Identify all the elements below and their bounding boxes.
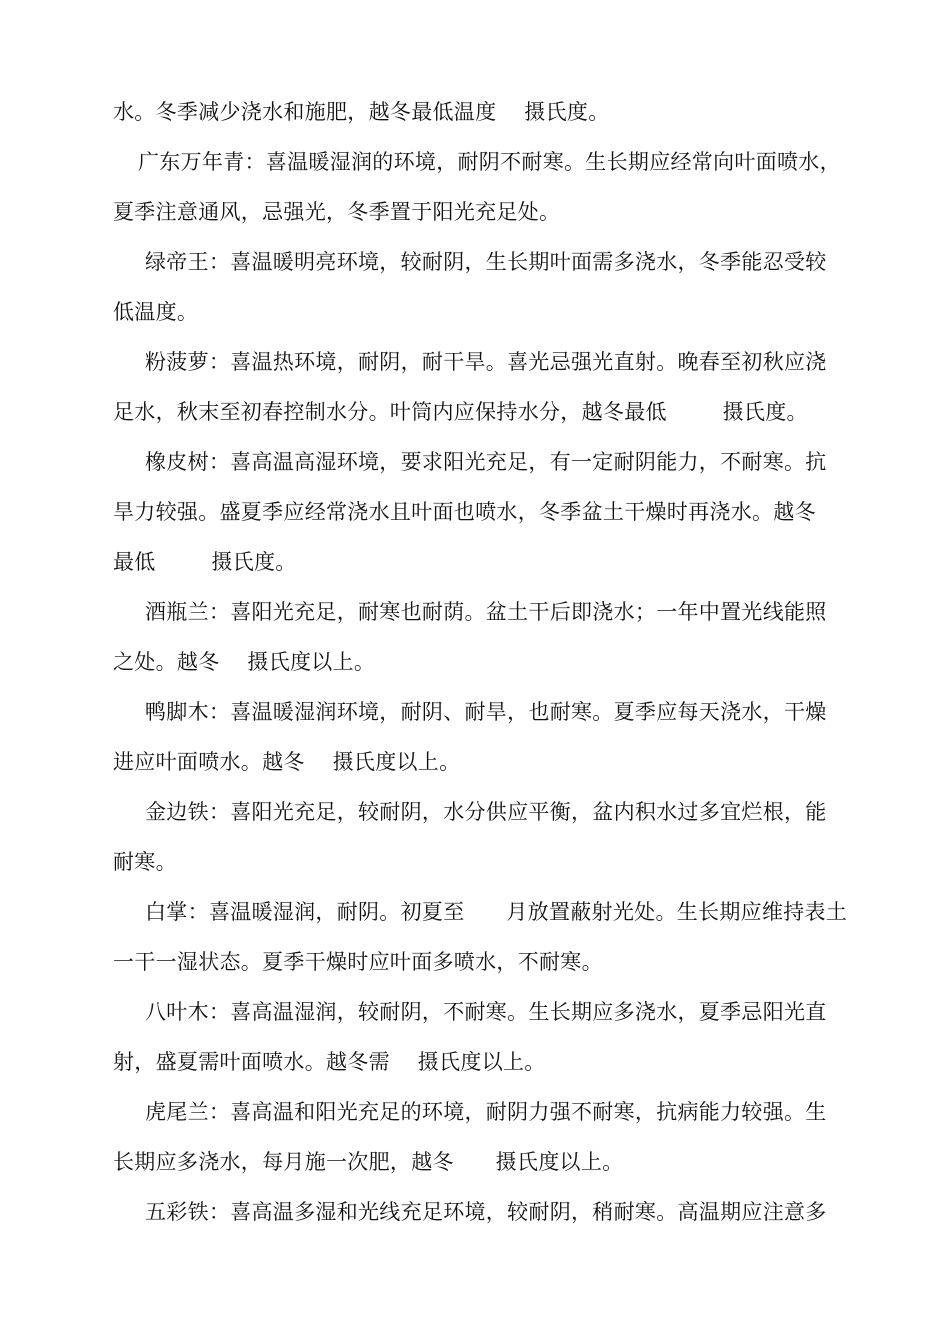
text-line: 射，盛夏需叶面喷水。越冬需 摄氏度以上。 [113, 1050, 546, 1074]
text-line: 长期应多浇水，每月施一次肥，越冬 摄氏度以上。 [113, 1150, 624, 1174]
text-line: 最低 摄氏度。 [113, 550, 297, 574]
text-line: 白掌：喜温暖湿润，耐阴。初夏至 月放置蔽射光处。生长期应维持表土 [145, 900, 848, 924]
text-line: 橡皮树：喜高温高湿环境，要求阳光充足，有一定耐阴能力，不耐寒。抗 [145, 450, 827, 474]
text-line: 粉菠萝：喜温热环境，耐阴，耐干旱。喜光忌强光直射。晚春至初秋应浇 [145, 350, 827, 374]
text-line: 一干一湿状态。夏季干燥时应叶面多喷水，不耐寒。 [113, 950, 603, 974]
text-line: 耐寒。 [113, 850, 177, 874]
text-line: 绿帝王：喜温暖明亮环境，较耐阴，生长期叶面需多浇水，冬季能忍受较 [145, 250, 827, 274]
text-line: 鸭脚木：喜温暖湿润环境，耐阴、耐旱，也耐寒。夏季应每天浇水，干燥 [145, 700, 827, 724]
text-line: 进应叶面喷水。越冬 摄氏度以上。 [113, 750, 461, 774]
text-line: 旱力较强。盛夏季应经常浇水且叶面也喷水，冬季盆土干燥时再浇水。越冬 [113, 500, 816, 524]
text-line: 低温度。 [113, 300, 199, 324]
text-line: 金边铁：喜阳光充足，较耐阴，水分供应平衡，盆内积水过多宜烂根，能 [145, 800, 827, 824]
text-line: 足水，秋末至初春控制水分。叶筒内应保持水分，越冬最低 摄氏度。 [113, 400, 808, 424]
text-line: 虎尾兰：喜高温和阳光充足的环境，耐阴力强不耐寒，抗病能力较强。生 [145, 1100, 827, 1124]
text-line: 五彩铁：喜高温多湿和光线充足环境，较耐阴，稍耐寒。高温期应注意多 [145, 1200, 827, 1224]
text-line: 水。冬季减少浇水和施肥，越冬最低温度 摄氏度。 [113, 100, 610, 124]
text-line: 广东万年青：喜温暖湿润的环境，耐阴不耐寒。生长期应经常向叶面喷水， [138, 150, 841, 174]
text-line: 酒瓶兰：喜阳光充足，耐寒也耐荫。盆土干后即浇水；一年中置光线能照 [145, 600, 827, 624]
text-line: 八叶木：喜高温湿润，较耐阴，不耐寒。生长期应多浇水，夏季忌阳光直 [145, 1000, 827, 1024]
text-line: 之处。越冬 摄氏度以上。 [113, 650, 376, 674]
text-line: 夏季注意通风，忌强光，冬季置于阳光充足处。 [113, 200, 561, 224]
